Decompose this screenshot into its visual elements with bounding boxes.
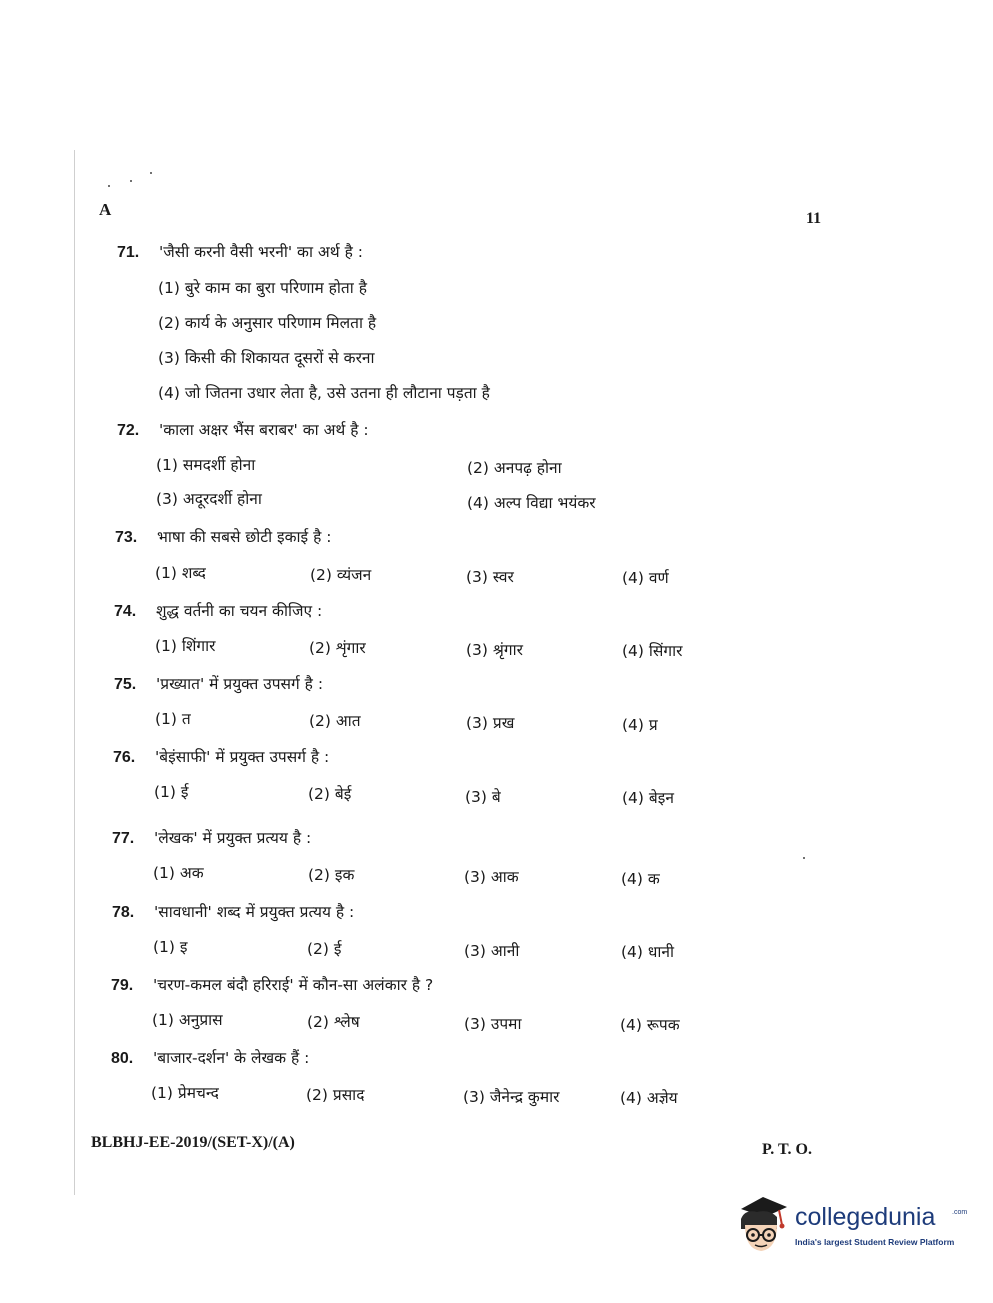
option: (3) अदूरदर्शी होना <box>156 490 262 508</box>
question-74 <box>114 599 322 621</box>
option: (4) रूपक <box>620 1016 680 1034</box>
option: (3) उपमा <box>464 1015 522 1033</box>
option: (1) बुरे काम का बुरा परिणाम होता है <box>158 279 367 297</box>
option: (1) अनुप्रास <box>152 1011 223 1029</box>
scan-speck <box>803 857 805 859</box>
option: (3) स्वर <box>466 568 514 586</box>
scan-speck <box>130 180 132 182</box>
scan-speck <box>108 185 110 187</box>
question-number: 72. <box>117 422 140 439</box>
option: (4) अज्ञेय <box>620 1089 678 1107</box>
option: (2) प्रसाद <box>306 1086 365 1104</box>
option: (2) बेई <box>308 785 352 803</box>
question-80 <box>111 1046 309 1068</box>
question-text: 'बाजार-दर्शन' के लेखक हैं : <box>153 1049 310 1067</box>
set-letter: A <box>99 200 112 219</box>
option: (3) प्रख <box>466 714 515 732</box>
brand-suffix: .com <box>952 1209 968 1216</box>
option: (3) किसी की शिकायत दूसरों से करना <box>158 349 375 367</box>
paper-code: BLBHJ-EE-2019/(SET-X)/(A) <box>91 1134 295 1151</box>
option: (1) त <box>155 710 191 728</box>
option: (1) समदर्शी होना <box>156 456 256 474</box>
question-number: 74. <box>114 603 137 620</box>
question-78 <box>112 900 354 922</box>
option: (1) शब्द <box>155 564 206 582</box>
option: (3) आनी <box>464 942 520 960</box>
option: (4) अल्प विद्या भयंकर <box>467 494 596 512</box>
option: (2) इक <box>308 866 355 884</box>
question-number: 78. <box>112 904 135 921</box>
option: (3) श्रृंगार <box>466 641 523 659</box>
question-number: 79. <box>111 977 134 994</box>
option: (1) इ <box>153 938 188 956</box>
question-text: भाषा की सबसे छोटी इकाई है : <box>157 528 332 546</box>
option: (3) बे <box>465 788 501 806</box>
option: (2) व्यंजन <box>310 566 372 584</box>
question-number: 76. <box>113 749 136 766</box>
option: (2) आत <box>309 712 361 730</box>
option: (4) बेइन <box>622 789 674 807</box>
option: (2) श्लेष <box>307 1013 360 1031</box>
option: (4) सिंगार <box>622 642 683 660</box>
page-number: 11 <box>806 210 822 227</box>
question-75 <box>114 672 323 694</box>
question-number: 73. <box>115 529 138 546</box>
option: (1) ई <box>154 783 189 801</box>
option: (4) क <box>621 870 660 888</box>
brand-tagline: India's largest Student Review Platform <box>795 1237 955 1247</box>
scan-speck <box>150 172 152 174</box>
option: (3) आक <box>464 868 519 886</box>
question-text: शुद्ध वर्तनी का चयन कीजिए : <box>156 602 323 620</box>
option: (4) वर्ण <box>622 569 669 587</box>
option: (2) अनपढ़ होना <box>467 459 562 477</box>
question-79 <box>111 973 433 995</box>
option: (4) जो जितना उधार लेता है, उसे उतना ही लौटाना पड़ता है <box>158 384 490 402</box>
pto-label: P. T. O. <box>762 1141 812 1158</box>
question-76 <box>113 745 329 767</box>
question-text: 'जैसी करनी वैसी भरनी' का अर्थ है : <box>159 243 363 261</box>
option: (1) शिंगार <box>155 637 216 655</box>
option: (1) अक <box>153 864 204 882</box>
question-text: 'लेखक' में प्रयुक्त प्रत्यय है : <box>154 829 312 847</box>
option: (3) जैनेन्द्र कुमार <box>463 1088 560 1106</box>
brand-name: collegedunia <box>795 1203 936 1231</box>
question-text: 'काला अक्षर भैंस बराबर' का अर्थ है : <box>159 421 369 439</box>
question-number: 71. <box>117 244 140 261</box>
option: (1) प्रेमचन्द <box>151 1084 219 1102</box>
option: (2) शृंगार <box>309 639 366 657</box>
question-text: 'बेइंसाफी' में प्रयुक्त उपसर्ग है : <box>155 748 330 766</box>
question-number: 75. <box>114 676 137 693</box>
collegedunia-logo <box>733 1195 968 1265</box>
question-71 <box>117 240 363 262</box>
option: (4) प्र <box>622 716 658 734</box>
question-72 <box>117 418 369 440</box>
option: (2) ई <box>307 940 342 958</box>
question-text: 'चरण-कमल बंदौ हरिराई' में कौन-सा अलंकार है ? <box>153 976 434 994</box>
question-77 <box>112 826 311 848</box>
question-73 <box>115 525 331 547</box>
question-number: 80. <box>111 1050 134 1067</box>
option: (4) धानी <box>621 943 675 961</box>
option: (2) कार्य के अनुसार परिणाम मिलता है <box>158 314 377 332</box>
question-text: 'सावधानी' शब्द में प्रयुक्त प्रत्यय है : <box>154 903 355 921</box>
mascot-icon <box>733 1195 793 1259</box>
question-text: 'प्रख्यात' में प्रयुक्त उपसर्ग है : <box>156 675 324 693</box>
question-number: 77. <box>112 830 135 847</box>
scan-margin-line <box>74 150 75 1195</box>
